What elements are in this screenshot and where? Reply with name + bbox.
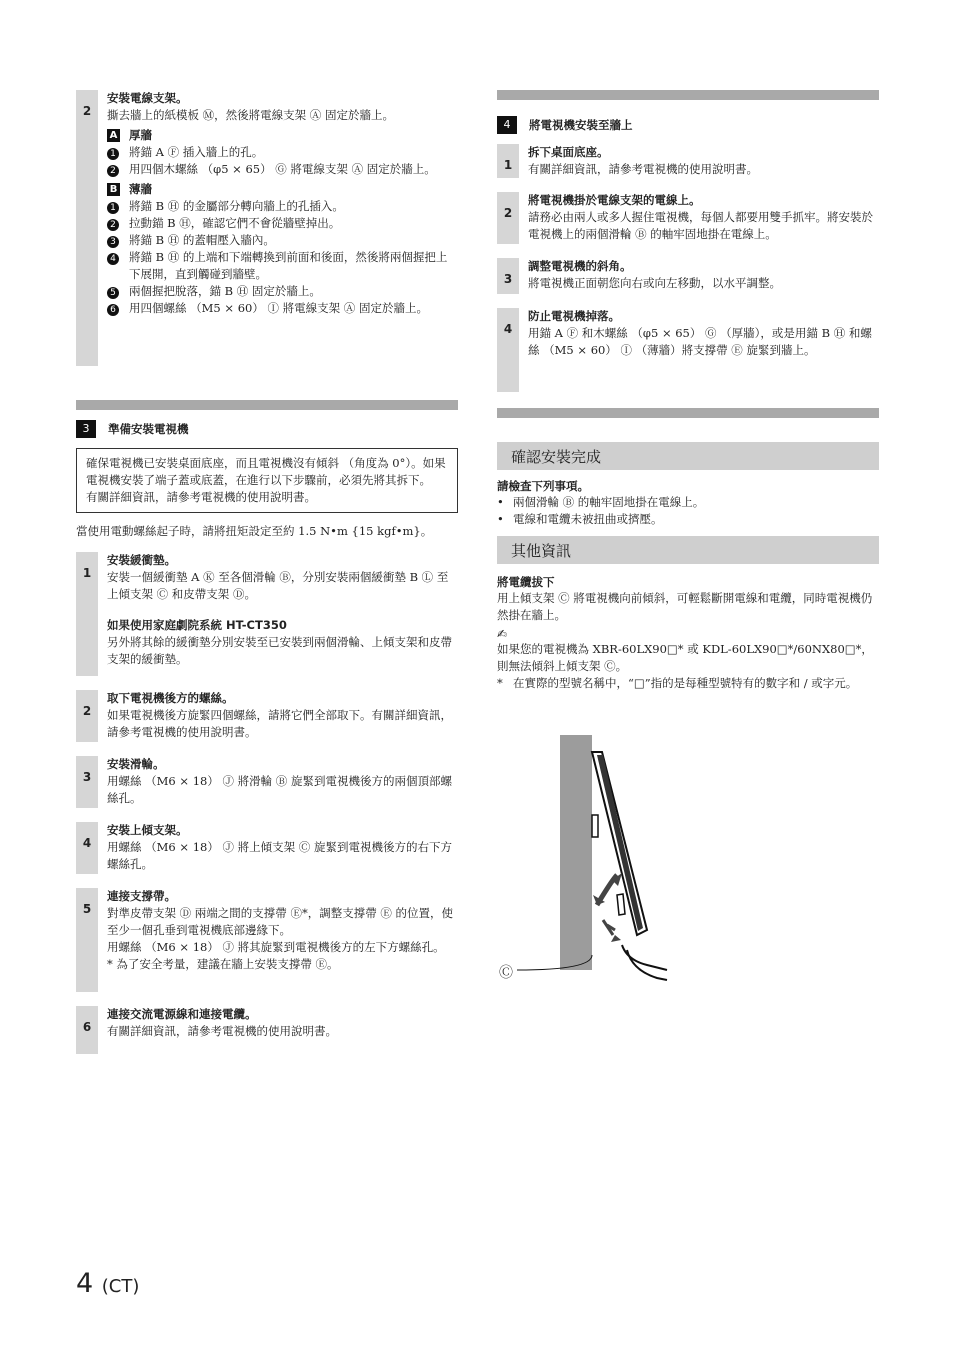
step-extra-title: 如果使用家庭劇院系統 HT-CT350: [107, 618, 287, 632]
confirm-title: 確認安裝完成: [497, 442, 879, 470]
step-body: [98, 552, 458, 676]
other-text: 用上傾支架 Ⓒ 將電視機向前傾斜，可輕鬆斷開電線和電纜，同時電視機仍然掛在牆上。: [497, 591, 873, 622]
section-title: 將電視機安裝至牆上: [529, 118, 633, 132]
section-divider: [76, 400, 458, 410]
step-title: 安裝緩衝墊。: [107, 553, 176, 567]
list-item: [107, 144, 458, 161]
section-divider: [497, 408, 879, 418]
item-text: 將錨 B Ⓗ 的上端和下端轉換到前面和後面，然後將兩個握把上下展開，直到觸碰到牆壁。: [129, 250, 448, 281]
step-number: 1: [497, 144, 519, 178]
step-body: [98, 1006, 458, 1054]
letter-a-icon: A: [107, 129, 120, 142]
step-text: 用螺絲 （M6 × 18） Ⓙ 將滑輪 Ⓑ 旋緊到電視機後方的兩個頂部螺絲孔。: [107, 774, 452, 805]
section-number: 3: [76, 420, 96, 438]
step-block: [76, 552, 458, 676]
confirm-list: [497, 494, 879, 528]
step-number: 3: [76, 756, 98, 808]
number-circle-icon: 1: [107, 148, 119, 160]
item-text: 用四個螺絲 （M5 × 60） Ⓘ 將電線支架 Ⓐ 固定於牆上。: [129, 301, 428, 315]
confirm-subtitle: 請檢查下列事項。: [497, 479, 589, 493]
step-text: 請務必由兩人或多人握住電視機，每個人都要用雙手抓牢。將安裝於電視機上的兩個滑輪 Ⓑ 的軸牢固地掛在電線上。: [528, 210, 873, 241]
list-item: [107, 232, 458, 249]
step-block: [497, 192, 879, 244]
item-text: 用四個木螺絲 （φ5 × 65） Ⓖ 將電線支架 Ⓐ 固定於牆上。: [129, 162, 436, 176]
step-body: [98, 756, 458, 808]
item-marker: [107, 215, 129, 232]
item-marker: [107, 232, 129, 249]
list-item: [497, 511, 879, 528]
item-text: 將錨 B Ⓗ 的蓋帽壓入牆內。: [129, 233, 275, 247]
step-title: 安裝電線支架。: [107, 91, 188, 105]
bracket-c-label: Ⓒ: [499, 965, 513, 981]
item-text: 兩個滑輪 Ⓑ 的軸牢固地掛在電線上。: [513, 495, 705, 509]
section-4-heading: [497, 116, 879, 134]
step-number: 3: [497, 258, 519, 294]
step-extra-text: 另外將其餘的緩衝墊分別安裝至已安裝到兩個滑輪、上傾支架和皮帶支架的緩衝墊。: [107, 635, 452, 666]
step-body: [519, 144, 879, 178]
step-text: 對準皮帶支架 Ⓓ 兩端之間的支撐帶 Ⓔ*，調整支撐帶 Ⓔ 的位置，使至少一個孔垂到電視機底部邊緣下。 用螺絲 （M6 × 18） Ⓙ 將其旋緊到電視機後方的左下方螺絲孔。 * 為了安全考量，建議在牆上安裝支撐帶 Ⓔ。: [107, 906, 454, 971]
section-divider: [497, 90, 879, 100]
step-text: 安裝一個緩衝墊 A Ⓚ 至各個滑輪 Ⓑ，分別安裝兩個緩衝墊 B Ⓛ 至上傾支架 Ⓒ 和皮帶支架 Ⓓ。: [107, 570, 449, 601]
step-title: 調整電視機的斜角。: [528, 259, 632, 273]
item-text: 將錨 B Ⓗ 的金屬部分轉向牆上的孔插入。: [129, 199, 344, 213]
step-block: [76, 690, 458, 742]
step-title: 拆下桌面底座。: [528, 145, 609, 159]
section-number: 4: [497, 116, 517, 134]
step-body: [98, 888, 458, 992]
item-text: 拉動錨 B Ⓗ，確認它們不會從牆壁掉出。: [129, 216, 341, 230]
note-icon: ✍: [497, 627, 508, 641]
item-marker: [107, 283, 129, 300]
footnote: * 在實際的型號名稱中，“□”指的是每種型號特有的數字和 / 或字元。: [497, 676, 858, 690]
step-number: 2: [497, 192, 519, 244]
number-circle-icon: 1: [107, 202, 119, 214]
page-footer: [76, 1268, 139, 1299]
section-title: 準備安裝電視機: [108, 422, 189, 436]
list-item: [107, 198, 458, 215]
item-marker: [107, 161, 129, 178]
number-circle-icon: 6: [107, 304, 119, 316]
step-block: [497, 144, 879, 178]
bullet-icon: •: [497, 512, 504, 526]
wall-tv-illustration: [497, 730, 672, 993]
step-number: 6: [76, 1006, 98, 1054]
step-body: [519, 192, 879, 244]
step-title: 安裝滑輪。: [107, 757, 165, 771]
step-title: 連接交流電源線和連接電纜。: [107, 1007, 257, 1021]
item-text: 兩個握把脫落，錨 B Ⓗ 固定於牆上。: [129, 284, 321, 298]
wall: [560, 735, 592, 970]
step-install-wire-bracket: [76, 90, 458, 366]
thick-wall-heading: A 厚牆: [107, 127, 458, 144]
item-marker: [107, 249, 129, 283]
step-number: 1: [76, 552, 98, 676]
list-item: [107, 161, 458, 178]
item-text: 將錨 A Ⓕ 插入牆上的孔。: [129, 145, 264, 159]
item-marker: [107, 198, 129, 215]
list-item: [107, 215, 458, 232]
item-marker: [107, 144, 129, 161]
bullet-icon: •: [497, 495, 504, 509]
step-body: [98, 690, 458, 742]
step-number: 5: [76, 888, 98, 992]
step-body: [519, 258, 879, 294]
step-text: 有關詳細資訊，請參考電視機的使用說明書。: [107, 1024, 337, 1038]
step-title: 防止電視機掉落。: [528, 309, 620, 323]
list-item: [497, 494, 879, 511]
step-title: 將電視機掛於電線支架的電線上。: [528, 193, 701, 207]
thick-wall-list: [107, 144, 458, 178]
step-block: [76, 888, 458, 992]
section-4-steps: [497, 144, 879, 392]
step-number: 2: [76, 90, 98, 366]
note-text: 如果您的電視機為 XBR-60LX90□* 或 KDL-60LX90□*/60NX80□*，則無法傾斜上傾支架 Ⓒ。: [497, 642, 873, 673]
step-number: 2: [76, 690, 98, 742]
list-item: [107, 249, 458, 283]
number-circle-icon: 2: [107, 219, 119, 231]
other-info-title: 其他資訊: [497, 536, 879, 564]
step-text: 將電視機正面朝您向右或向左移動，以水平調整。: [528, 276, 781, 290]
step-block: [76, 1006, 458, 1054]
step-number: 4: [497, 308, 519, 392]
left-column: [76, 90, 458, 1068]
letter-b-icon: B: [107, 183, 120, 196]
step-number: 4: [76, 822, 98, 874]
step-title: 取下電視機後方的螺絲。: [107, 691, 234, 705]
language-code: (CT): [101, 1276, 140, 1297]
step-text: 如果電視機後方旋緊四個螺絲，請將它們全部取下。有關詳細資訊，請參考電視機的使用說明書。: [107, 708, 452, 739]
list-item: [107, 300, 458, 317]
item-marker: [107, 300, 129, 317]
list-item: [107, 283, 458, 300]
page-number: 4: [76, 1268, 94, 1299]
number-circle-icon: 4: [107, 253, 119, 265]
torque-note: 當使用電動螺絲起子時，請將扭矩設定至約 1.5 N•m {15 kgf•m}。: [76, 524, 433, 538]
thin-wall-list: [107, 198, 458, 317]
item-text: 電線和電纜未被扭曲或擠壓。: [513, 512, 663, 526]
step-text: 用螺絲 （M6 × 18） Ⓙ 將上傾支架 Ⓒ 旋緊到電視機後方的右下方螺絲孔。: [107, 840, 452, 871]
number-circle-icon: 3: [107, 236, 119, 248]
step-title: 連接支撐帶。: [107, 889, 176, 903]
step-text: 有關詳細資訊，請參考電視機的使用說明書。: [528, 162, 758, 176]
other-subtitle: 將電纜拔下: [497, 575, 555, 589]
section-3-steps: [76, 552, 458, 1054]
step-text: 撕去牆上的紙模板 Ⓜ，然後將電線支架 Ⓐ 固定於牆上。: [107, 108, 394, 122]
step-body: [519, 308, 879, 392]
right-column: [497, 90, 879, 692]
number-circle-icon: 5: [107, 287, 119, 299]
section-3-heading: [76, 420, 458, 438]
step-text: 用錨 A Ⓕ 和木螺絲 （φ5 × 65） Ⓖ （厚牆），或是用錨 B Ⓗ 和螺絲 （M5 × 60） Ⓘ （薄牆）將支撐帶 Ⓔ 旋緊到牆上。: [528, 326, 872, 357]
step-block: [76, 756, 458, 808]
caution-box: 確保電視機已安裝桌面底座，而且電視機沒有傾斜 （角度為 0°）。如果電視機安裝了端子蓋或底蓋，在進行以下步驟前，必須先將其拆下。 有關詳細資訊，請參考電視機的使用說明書。: [76, 448, 458, 513]
step-block: [497, 258, 879, 294]
step-title: 安裝上傾支架。: [107, 823, 188, 837]
tv-tilt-diagram: [497, 730, 672, 990]
step-block: [497, 308, 879, 392]
number-circle-icon: 2: [107, 165, 119, 177]
step-body: [98, 822, 458, 874]
thin-wall-heading: B 薄牆: [107, 181, 458, 198]
step-block: [76, 822, 458, 874]
